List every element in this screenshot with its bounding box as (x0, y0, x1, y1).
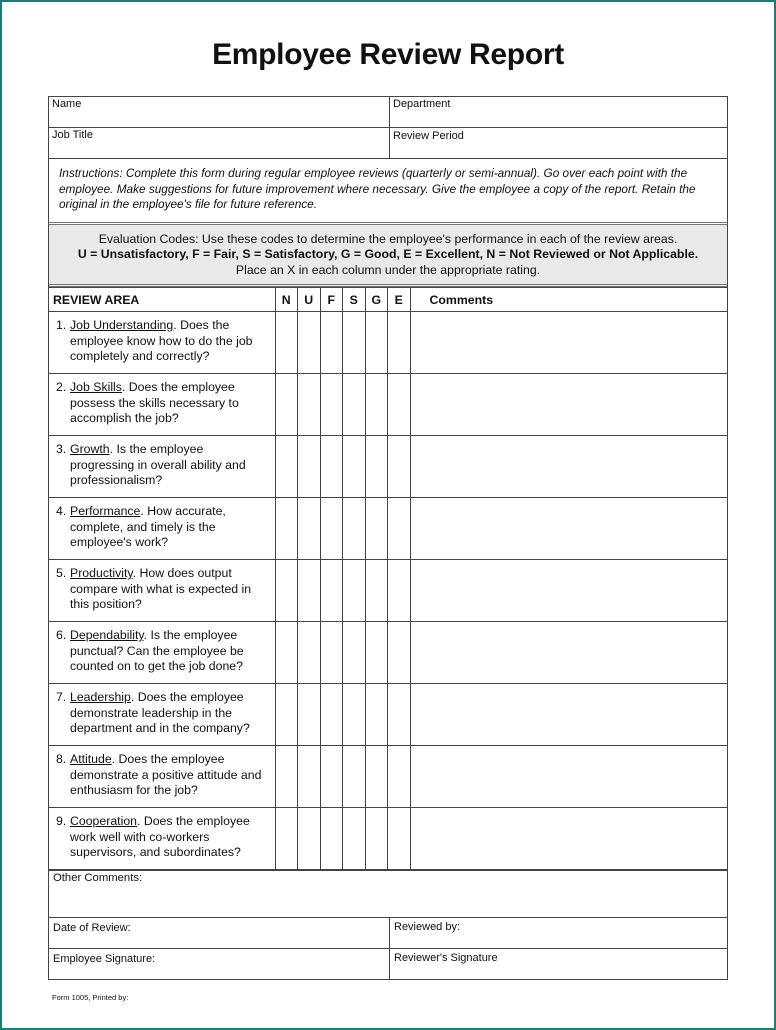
page-title: Employee Review Report (212, 38, 564, 71)
rating-cell-f[interactable] (320, 374, 343, 436)
rating-cell-u[interactable] (298, 622, 321, 684)
rating-cell-e[interactable] (388, 312, 411, 374)
rating-cell-n[interactable] (275, 498, 298, 560)
review-table (49, 287, 727, 870)
rating-cell-f[interactable] (320, 312, 343, 374)
review-item-number: 3. (56, 442, 67, 456)
review-item (56, 690, 271, 737)
review-item-topic: Dependability (70, 628, 144, 642)
rating-cell-f[interactable] (320, 808, 343, 870)
rating-cell-n[interactable] (275, 560, 298, 622)
review-row (49, 622, 727, 684)
review-item-question: . How accurate, complete, and timely is the employee's work? (70, 504, 226, 549)
comments-cell[interactable] (410, 560, 727, 622)
review-item-question: . Does the employee demonstrate leadership in the department and in the company? (70, 690, 250, 735)
rating-cell-u[interactable] (298, 560, 321, 622)
jobtitle-period-row (49, 128, 727, 159)
rating-cell-g[interactable] (365, 436, 388, 498)
rating-cell-n[interactable] (275, 436, 298, 498)
rating-cell-s[interactable] (343, 684, 366, 746)
rating-cell-n[interactable] (275, 622, 298, 684)
review-row (49, 560, 727, 622)
review-row (49, 312, 727, 374)
rating-cell-f[interactable] (320, 498, 343, 560)
review-item-topic: Growth (70, 442, 110, 456)
header-comments: Comments (410, 288, 727, 312)
comments-cell[interactable] (410, 374, 727, 436)
comments-cell[interactable] (410, 312, 727, 374)
rating-cell-n[interactable] (275, 808, 298, 870)
rating-cell-u[interactable] (298, 746, 321, 808)
rating-cell-f[interactable] (320, 436, 343, 498)
rating-cell-s[interactable] (343, 436, 366, 498)
rating-cell-u[interactable] (298, 684, 321, 746)
rating-cell-f[interactable] (320, 622, 343, 684)
reviewer-signature-field[interactable] (389, 949, 727, 979)
rating-cell-f[interactable] (320, 746, 343, 808)
rating-cell-e[interactable] (388, 746, 411, 808)
review-item-number: 4. (56, 504, 67, 518)
reviewer-signature-label: Reviewer's Signature (394, 952, 498, 964)
review-item-topic: Cooperation (70, 814, 137, 828)
review-item-text (70, 814, 271, 861)
review-item-number: 7. (56, 690, 67, 704)
comments-cell[interactable] (410, 498, 727, 560)
review-item (56, 628, 271, 675)
review-item-topic: Leadership (70, 690, 131, 704)
header-g: G (365, 288, 388, 312)
review-area-cell (49, 374, 275, 436)
review-item-number: 6. (56, 628, 67, 642)
review-item-question: . How does output compare with what is expected in this position? (70, 566, 252, 611)
review-item-topic: Job Skills (70, 380, 122, 394)
job-title-field[interactable] (49, 128, 389, 158)
review-item (56, 380, 271, 427)
signature-row (49, 948, 727, 979)
review-period-field[interactable] (389, 128, 727, 158)
review-item-number: 1. (56, 318, 67, 332)
review-item (56, 442, 271, 489)
job-title-label: Job Title (52, 129, 93, 141)
rating-cell-e[interactable] (388, 684, 411, 746)
name-field[interactable] (49, 97, 389, 127)
rating-cell-g[interactable] (365, 808, 388, 870)
rating-cell-n[interactable] (275, 746, 298, 808)
comments-cell[interactable] (410, 808, 727, 870)
rating-cell-g[interactable] (365, 746, 388, 808)
review-item-text (70, 752, 271, 799)
review-item-question: . Does the employee demonstrate a positive attitude and enthusiasm for the job? (70, 752, 262, 797)
review-item-text (70, 318, 271, 365)
review-row (49, 436, 727, 498)
rating-cell-f[interactable] (320, 560, 343, 622)
review-area-cell (49, 436, 275, 498)
review-item (56, 752, 271, 799)
review-item-question: . Is the employee punctual? Can the employee be counted on to get the job done? (70, 628, 244, 673)
rating-cell-s[interactable] (343, 374, 366, 436)
evaluation-codes-instruction: Place an X in each column under the appropriate rating. (235, 262, 541, 277)
rating-cell-e[interactable] (388, 808, 411, 870)
review-item (56, 814, 271, 861)
form-footer: Form 1005, Printed by: (52, 993, 129, 1002)
review-row (49, 684, 727, 746)
review-area-cell (49, 498, 275, 560)
review-item-question: . Is the employee progressing in overall ability and professionalism? (70, 442, 246, 487)
evaluation-codes-intro: Evaluation Codes: Use these codes to determine the employee's performance in each of the review areas. (98, 231, 678, 246)
comments-cell[interactable] (410, 622, 727, 684)
review-row (49, 374, 727, 436)
rating-cell-s[interactable] (343, 808, 366, 870)
department-label: Department (393, 98, 451, 110)
review-item-text (70, 442, 271, 489)
name-department-row (49, 97, 727, 128)
other-comments-field[interactable] (49, 870, 727, 917)
review-item-question: . Does the employee possess the skills necessary to accomplish the job? (70, 380, 239, 425)
header-review-area: REVIEW AREA (49, 288, 275, 312)
review-item-number: 5. (56, 566, 67, 580)
review-row (49, 746, 727, 808)
comments-cell[interactable] (410, 746, 727, 808)
review-item (56, 318, 271, 365)
review-item-topic: Performance (70, 504, 141, 518)
header-u: U (298, 288, 321, 312)
review-item-text (70, 628, 271, 675)
employee-signature-label: Employee Signature: (53, 953, 156, 965)
header-f: F (320, 288, 343, 312)
review-area-cell (49, 622, 275, 684)
review-form (48, 96, 728, 980)
rating-cell-g[interactable] (365, 622, 388, 684)
rating-cell-g[interactable] (365, 498, 388, 560)
review-row (49, 498, 727, 560)
review-area-cell (49, 808, 275, 870)
department-field[interactable] (389, 97, 727, 127)
rating-cell-n[interactable] (275, 684, 298, 746)
rating-cell-u[interactable] (298, 436, 321, 498)
name-label: Name (52, 98, 82, 110)
rating-cell-s[interactable] (343, 746, 366, 808)
review-table-header (49, 288, 727, 312)
review-area-cell (49, 560, 275, 622)
review-item-text (70, 504, 271, 551)
review-item-topic: Productivity (70, 566, 133, 580)
rating-cell-n[interactable] (275, 312, 298, 374)
review-item-number: 2. (56, 380, 67, 394)
review-area-cell (49, 312, 275, 374)
review-item-number: 8. (56, 752, 67, 766)
reviewed-by-label: Reviewed by: (394, 921, 461, 933)
rating-cell-s[interactable] (343, 498, 366, 560)
evaluation-codes-legend: U = Unsatisfactory, F = Fair, S = Satisfactory, G = Good, E = Excellent, N = Not Reviewed or Not Applicable. (77, 247, 699, 261)
rating-cell-g[interactable] (365, 374, 388, 436)
review-item-text (70, 380, 271, 427)
rating-cell-g[interactable] (365, 684, 388, 746)
other-comments-label: Other Comments: (53, 872, 143, 884)
rating-cell-s[interactable] (343, 560, 366, 622)
rating-cell-s[interactable] (343, 622, 366, 684)
rating-cell-e[interactable] (388, 436, 411, 498)
evaluation-codes (49, 225, 727, 288)
date-of-review-label: Date of Review: (53, 922, 131, 934)
rating-cell-u[interactable] (298, 374, 321, 436)
comments-cell[interactable] (410, 684, 727, 746)
rating-cell-s[interactable] (343, 312, 366, 374)
header-s: S (343, 288, 366, 312)
rating-cell-g[interactable] (365, 312, 388, 374)
employee-signature-field[interactable] (49, 949, 389, 979)
review-row (49, 808, 727, 870)
rating-cell-e[interactable] (388, 374, 411, 436)
review-item-text (70, 690, 271, 737)
review-area-cell (49, 746, 275, 808)
rating-cell-u[interactable] (298, 312, 321, 374)
rating-cell-e[interactable] (388, 560, 411, 622)
review-area-cell (49, 684, 275, 746)
review-item-number: 9. (56, 814, 67, 828)
review-item (56, 504, 271, 551)
date-reviewer-row (49, 917, 727, 948)
date-of-review-field[interactable] (49, 918, 389, 948)
review-item-question: . Does the employee work well with co-workers supervisors, and subordinates? (70, 814, 250, 859)
rating-cell-e[interactable] (388, 498, 411, 560)
review-item-topic: Attitude (70, 752, 112, 766)
review-period-label: Review Period (393, 130, 464, 142)
review-item-text (70, 566, 271, 613)
instructions: Instructions: Complete this form during regular employee reviews (quarterly or semi-annual). Go over each point with the employee. Make suggestions for future improvement where necessary. Give the employee a copy of the report. Retain the original in the employee's file for future reference. (49, 159, 727, 225)
comments-cell[interactable] (410, 436, 727, 498)
rating-cell-n[interactable] (275, 374, 298, 436)
review-item-topic: Job Understanding (70, 318, 174, 332)
reviewed-by-field[interactable] (389, 918, 727, 948)
rating-cell-u[interactable] (298, 808, 321, 870)
rating-cell-e[interactable] (388, 622, 411, 684)
rating-cell-f[interactable] (320, 684, 343, 746)
header-e: E (388, 288, 411, 312)
rating-cell-u[interactable] (298, 498, 321, 560)
review-item (56, 566, 271, 613)
rating-cell-g[interactable] (365, 560, 388, 622)
review-item-question: . Does the employee know how to do the job completely and correctly? (70, 318, 253, 363)
header-n: N (275, 288, 298, 312)
